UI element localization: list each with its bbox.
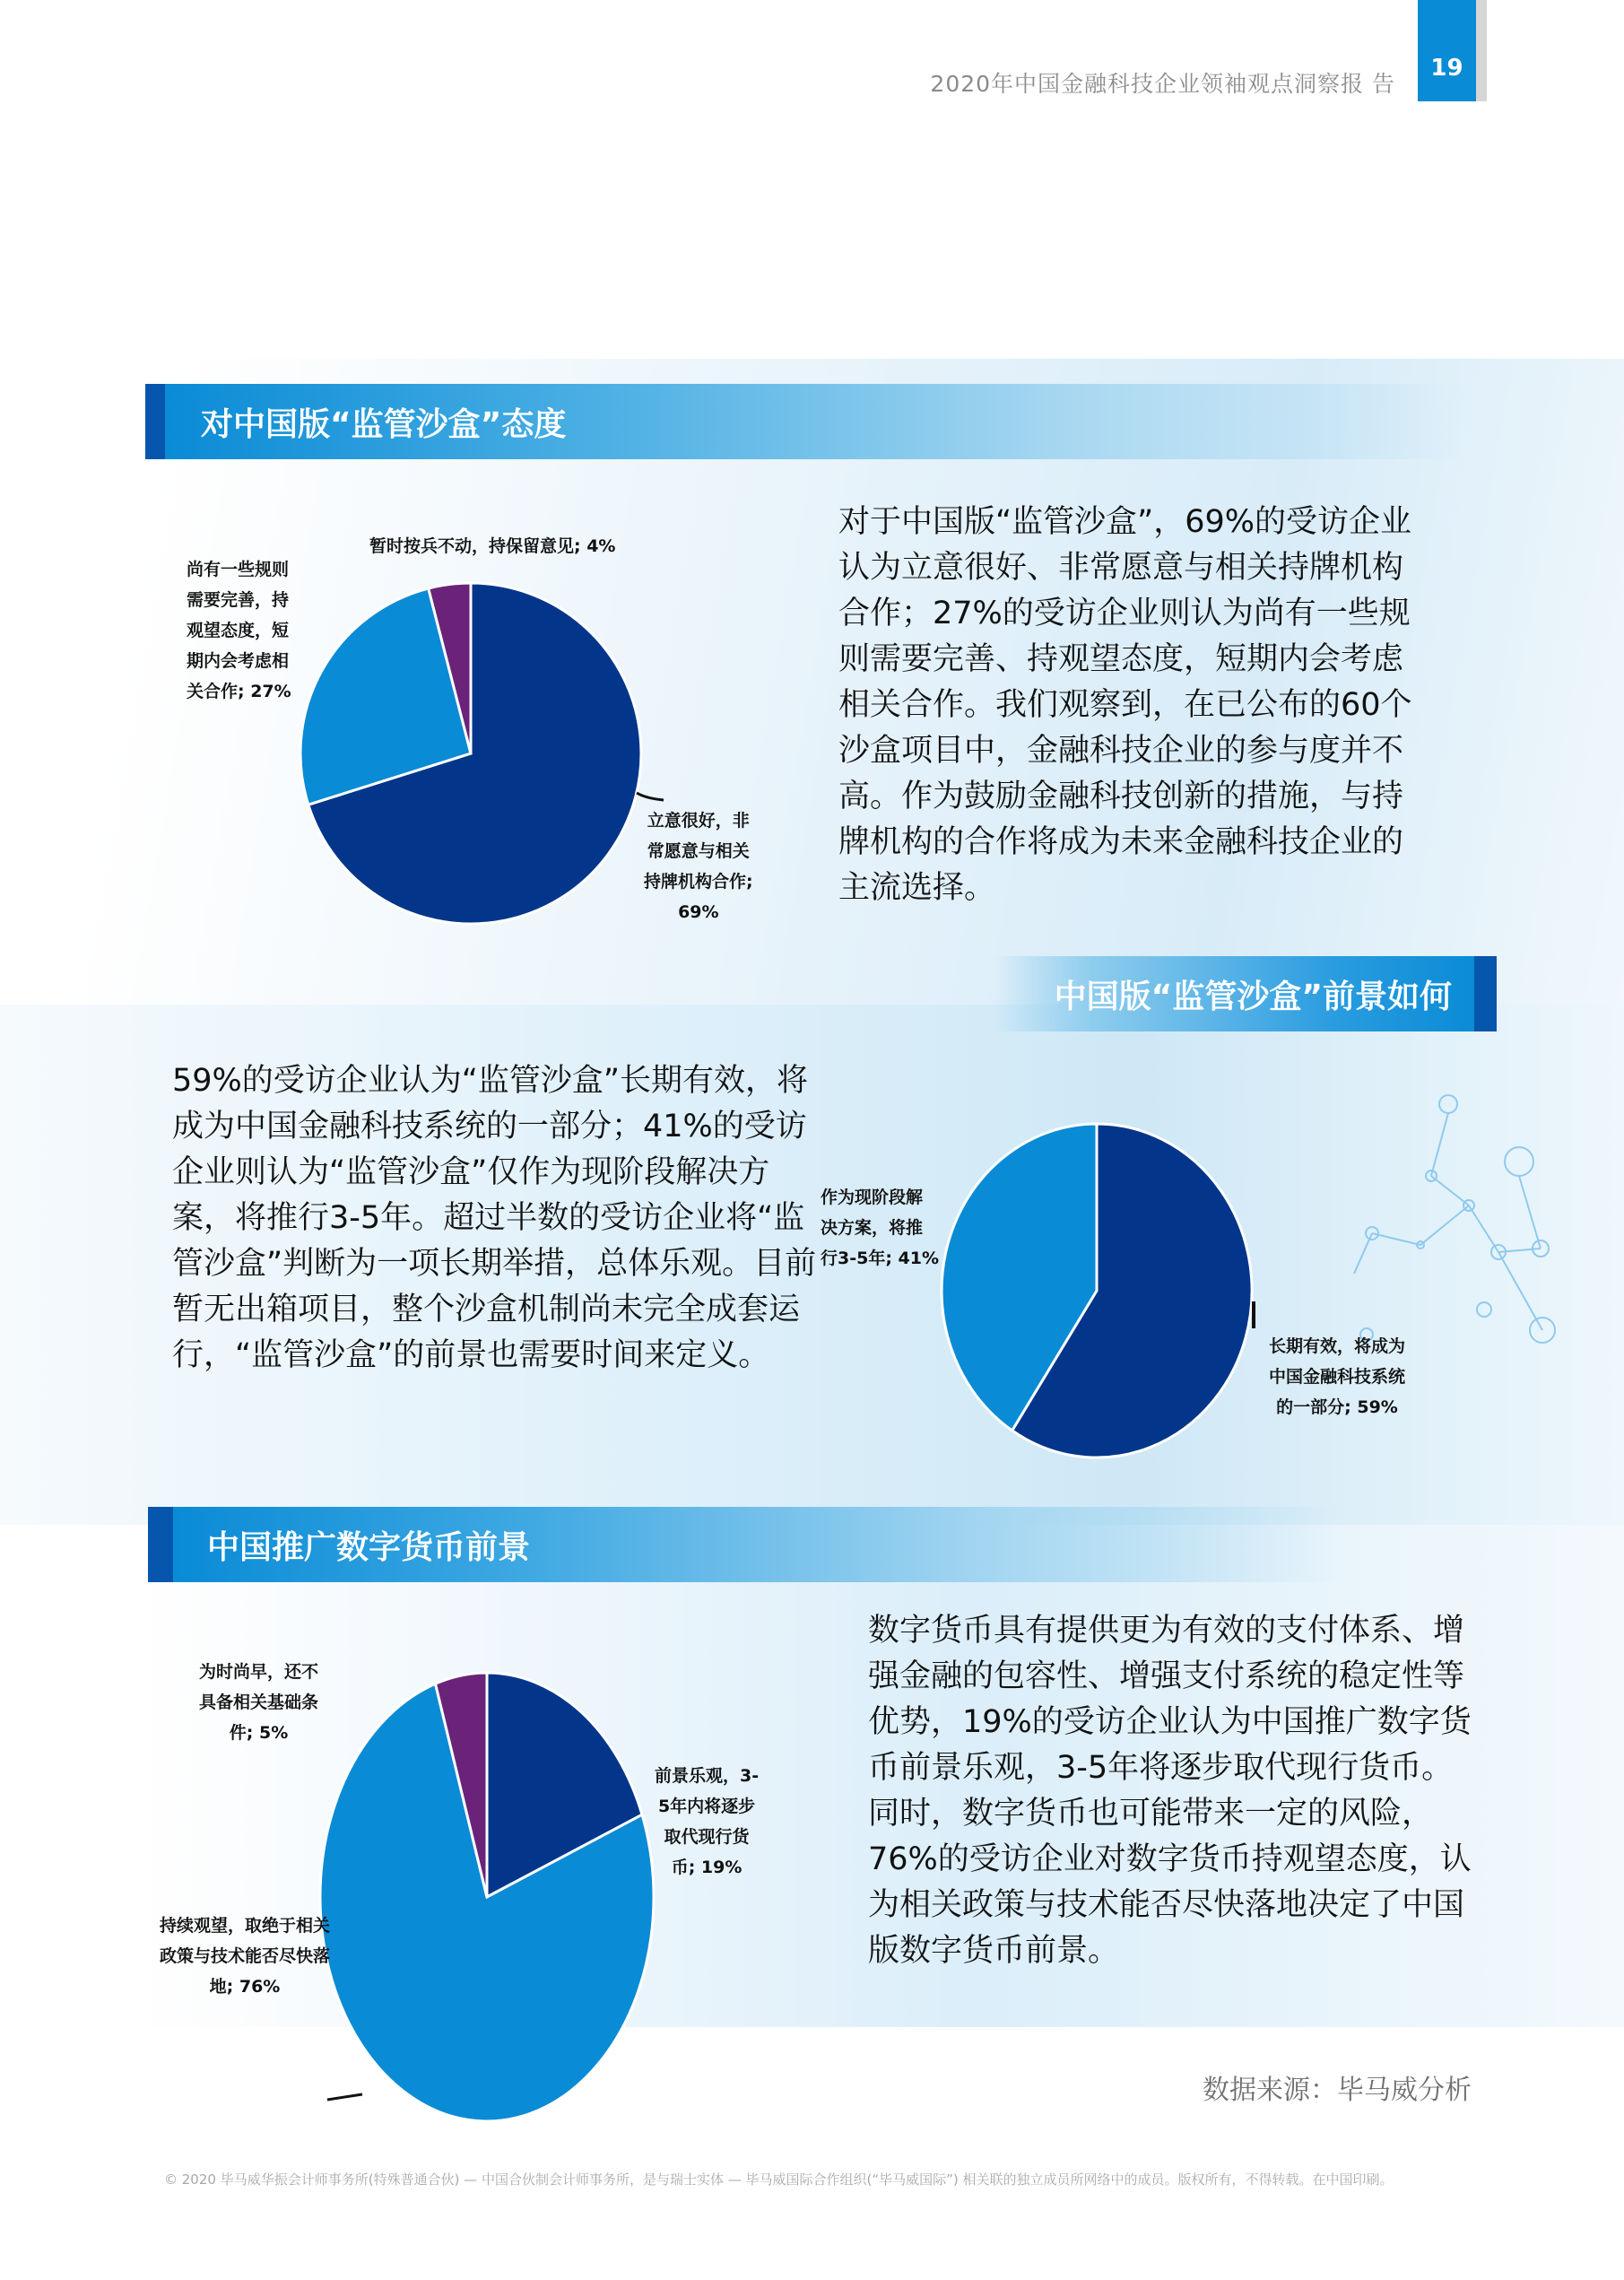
molecule-decoration-icon [1345, 987, 1624, 1525]
report-title: 2020年中国金融科技企业领袖观点洞察报 告 [930, 71, 1395, 97]
paragraph-sandbox-outlook: 59%的受访企业认为“监管沙盒”长期有效，将成为中国金融科技系统的一部分；41%的受访企业则认为“监管沙盒”仅作为现阶段解决方案，将推行3-5年。超过半数的受访企业将“监管沙盒”判断为一项长期举措，总体乐观。目前暂无出箱项目，整个沙盒机制尚未完全成套运行，“监管沙盒”的前景也需要时间来定义。 [172, 1063, 817, 1373]
section-title: 对中国版“监管沙盒”态度 [201, 405, 567, 443]
pie-label-wait-and-see: 尚有一些规则 需要完善，持 观望态度，短 期内会考虑相 关合作; 27% [187, 560, 291, 701]
paragraph-digital-currency: 数字货币具有提供更为有效的支付体系、增强金融的包容性、增强支付系统的稳定性等优势，19%的受访企业认为中国推广数字货币前景乐观，3-5年将逐步取代现行货币。同时，数字货币也可能带来一定的风险， 76%的受访企业对数字货币持观望态度，认为相关政策与技术能否尽快落地决定了中国版数字货币前景。 [868, 1613, 1481, 1969]
pie-label-wait-and-see: 持续观望，取绝于相关 政策与技术能否尽快落 地; 76% [160, 1916, 331, 1997]
section-header-digital-currency [148, 1507, 1339, 1582]
data-source: 数据来源：毕马威分析 [1203, 2075, 1472, 2106]
pie-label-short-term: 作为现阶段解 决方案，将推 行3-5年; 41% [821, 1188, 940, 1268]
pie-chart-sandbox-attitude [300, 583, 641, 924]
paragraph-sandbox-attitude: 对于中国版“监管沙盒”，69%的受访企业认为立意很好、非常愿意与相关持牌机构合作；27%的受访企业则认为尚有一些规则需要完善、持观望态度，短期内会考虑相关合作。我们观察到，在已公布的60个沙盒项目中，金融科技企业的参与度并不高。作为鼓励金融科技创新的措施，与持牌机构的合作将成为未来金融科技企业的主流选择。 [838, 504, 1412, 906]
leader-line [327, 2094, 362, 2100]
pie-chart-sandbox-outlook [942, 1124, 1252, 1458]
section-header-sandbox-attitude [145, 384, 1465, 459]
section-title: 中国推广数字货币前景 [207, 1528, 531, 1566]
page-number: 19 [1430, 55, 1463, 82]
section-title: 中国版“监管沙盒”前景如何 [1054, 978, 1452, 1015]
pie-label-long-term: 长期有效，将成为 中国金融科技系统 的一部分; 59% [1269, 1336, 1406, 1417]
pie-label-too-early: 为时尚早，还不 具备相关基础条 件; 5% [199, 1662, 319, 1743]
pie-label-optimistic: 前景乐观，3- 5年内将逐步 取代现行货 币; 19% [655, 1766, 760, 1877]
pie-label-cooperate: 立意很好，非 常愿意与相关 持牌机构合作; 69% [644, 811, 753, 922]
copyright-footer: © 2020 毕马威华振会计师事务所(特殊普通合伙) — 中国合伙制会计师事务所，是与瑞士实体 — 毕马威国际合作组织(“毕马威国际”) 相关联的独立成员所网络中的成员。版权所有，不得转载。在中国印刷。 [164, 2171, 1394, 2188]
section-header-sandbox-outlook [994, 956, 1497, 1031]
pie-label-hold: 暂时按兵不动，持保留意见; 4% [369, 536, 616, 556]
page-number-tab [1418, 0, 1476, 101]
pie-chart-digital-currency [320, 1673, 654, 2121]
